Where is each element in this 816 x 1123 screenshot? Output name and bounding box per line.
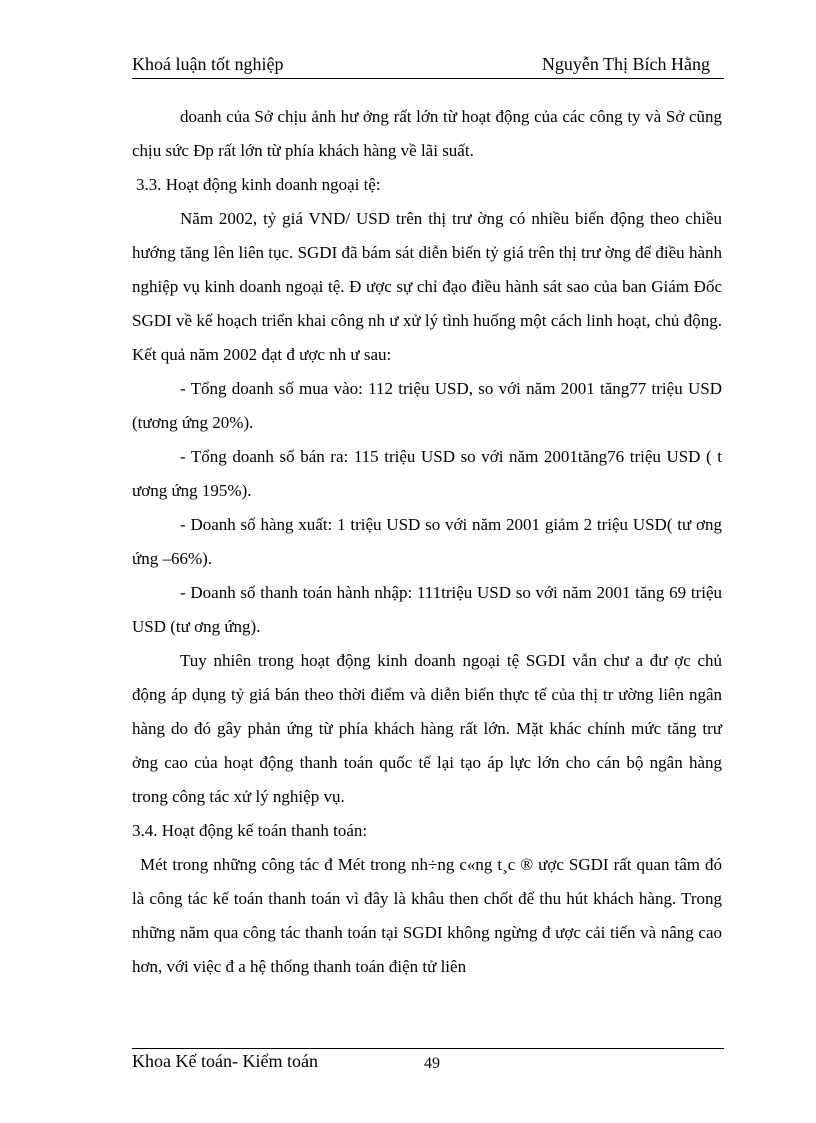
bullet-sales: - Tổng doanh số bán ra: 115 triệu USD so với năm 2001tăng76 triệu USD ( t ương ứng 195%). <box>132 447 722 500</box>
paragraph-forex: Năm 2002, tỷ giá VND/ USD trên thị trư ờng có nhiều biến động theo chiều hướng tăng lên liên tục. SGDI đã bám sát diễn biến tỷ giá trên thị trư ờng để điều hành nghiệp vụ kinh doanh ngoại tệ. Đ ược sự chỉ đạo điều hành sát sao của ban Giám Đốc SGDI về kế hoạch triển khai công nh ư xử lý tình huống một cách linh hoạt, chủ động. Kết quả năm 2002 đạt đ ược nh ư sau: <box>132 209 722 364</box>
header-author-name: Nguyễn Thị Bích Hằng <box>541 54 710 74</box>
footer-faculty: Khoa Kế toán- Kiểm toán <box>132 1051 318 1071</box>
page-header <box>132 52 724 79</box>
section-heading-3-3: 3.3. Hoạt động kinh doanh ngoại tệ: <box>136 175 381 194</box>
header-thesis-title: Khoá luận tốt nghiệp <box>132 54 284 74</box>
bullet-purchase: - Tổng doanh số mua vào: 112 triệu USD, so với năm 2001 tăng77 triệu USD (tương ứng 20%). <box>132 379 722 432</box>
paragraph-however: Tuy nhiên trong hoạt động kinh doanh ngoại tệ SGDI vẫn chư a đư ợc chủ động áp dụng tỷ giá bán theo thời điểm và diễn biến thực tế của thị tr ường liên ngân hàng do đó gây phản ứng từ phía khách hàng rất lớn. Mặt khác chính mức tăng trư ởng cao của hoạt động thanh toán quốc tế lại tạo áp lực lớn cho cán bộ ngân hàng trong công tác xử lý nghiệp vụ. <box>132 651 722 806</box>
paragraph-intro: doanh của Sở chịu ảnh hư ởng rất lớn từ hoạt động của các công ty và Sở cũng chịu sức Ðp rất lớn từ phía khách hàng về lãi suất. <box>132 107 722 160</box>
paragraph-accounting: Mét trong những công tác đ Mét trong nh÷ng c«ng t¸c ® ược SGDI rất quan tâm đó là công tác kế toán thanh toán vì đây là khâu then chốt để thu hút khách hàng. Trong những năm qua công tác thanh toán tại SGDI không ngừng đ ược cải tiến và nâng cao hơn, với việc đ a hệ thống thanh toán điện tử liên <box>132 855 722 976</box>
section-heading-3-4: 3.4. Hoạt động kế toán thanh toán: <box>132 821 368 840</box>
page-number: 49 <box>424 1055 440 1072</box>
page-body <box>132 100 722 984</box>
bullet-import-payment: - Doanh số thanh toán hành nhập: 111triệu USD so với năm 2001 tăng 69 triệu USD (tư ơng ứng). <box>132 583 722 636</box>
bullet-export: - Doanh số hàng xuất: 1 triệu USD so với năm 2001 giảm 2 triệu USD( tư ơng ứng –66%). <box>132 515 722 568</box>
page-footer <box>132 1048 724 1079</box>
